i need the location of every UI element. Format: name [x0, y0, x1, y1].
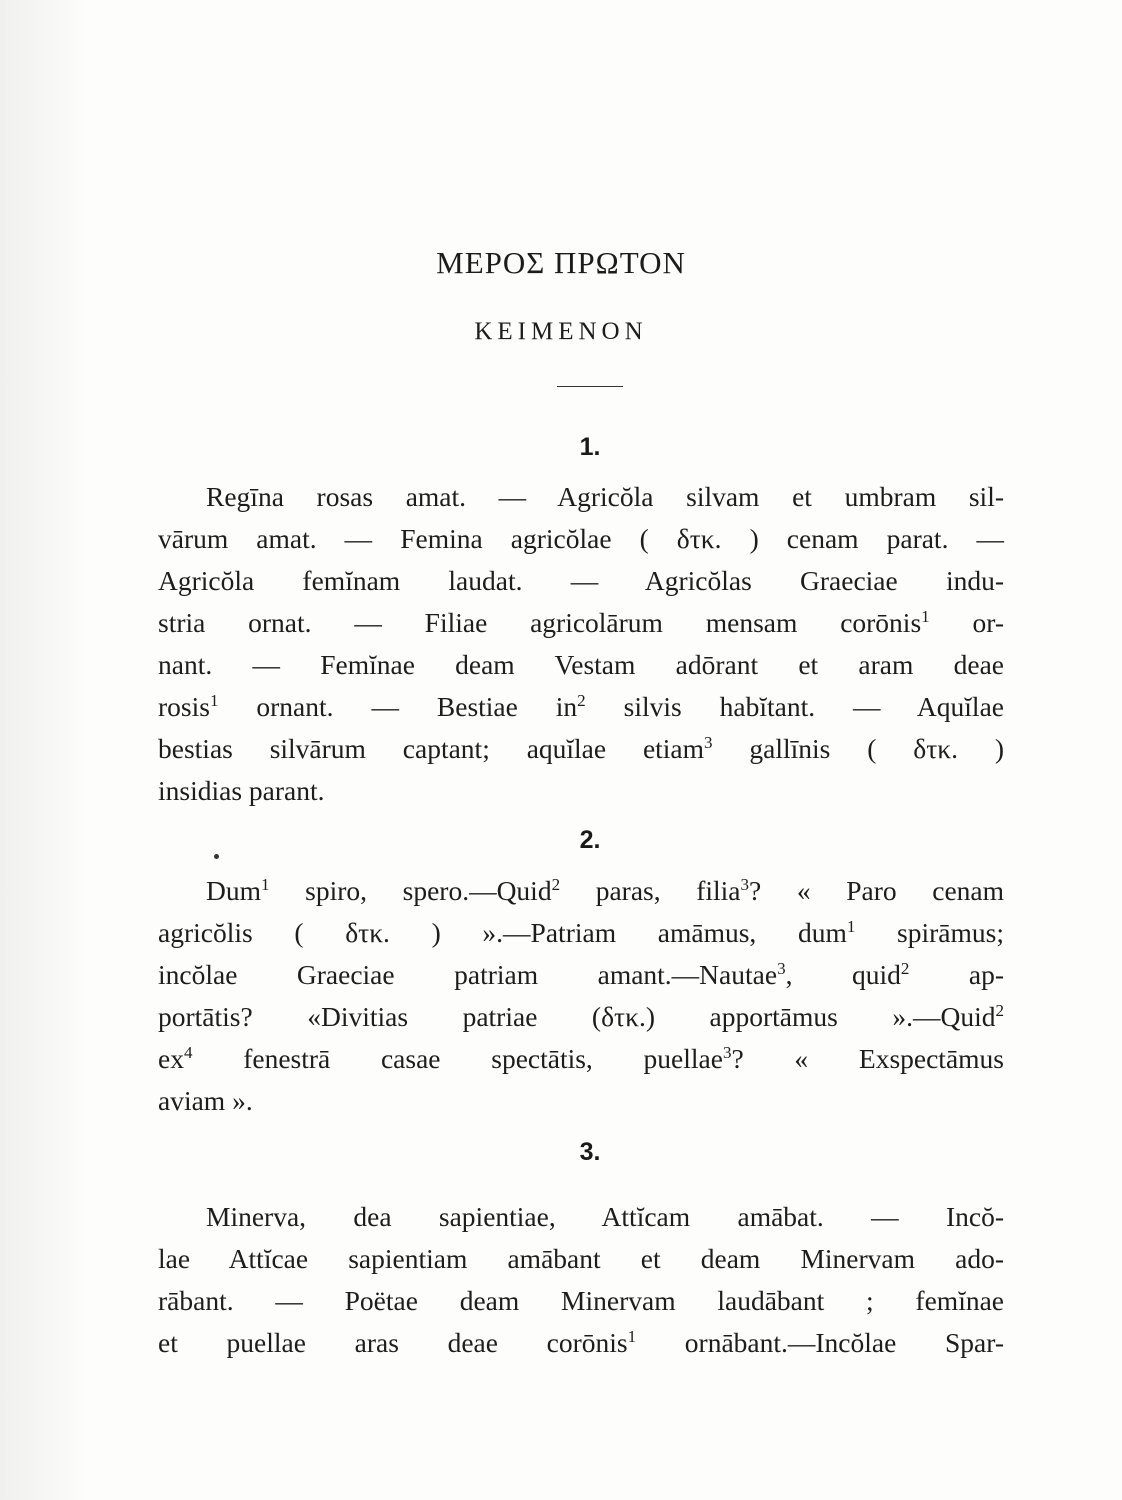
text-line: aviam ». — [158, 1085, 253, 1116]
footnote-marker: 3 — [777, 958, 786, 978]
footnote-marker: 4 — [183, 1042, 193, 1062]
text-line: agricŏlis ( δτκ. ) ».—Patriam amāmus, dum$^1$ spirāmus; — [158, 916, 1004, 948]
text-line: nant. — Femĭnae deam Vestam adōrant et aram deae — [158, 649, 1004, 680]
text-line: insidias parant. — [158, 775, 325, 806]
text-line: Dum$^1$ spiro, spero.—Quid$^2$ paras, filia$^3$? « Paro cenam — [206, 874, 1005, 906]
text-line: vārum amat. — Femina agricŏlae ( δτκ. ) cenam parat. — — [158, 523, 1004, 554]
section-number-1: 1. — [579, 433, 601, 461]
footnote-marker: 1 — [627, 1326, 637, 1346]
footnote-marker: 2 — [551, 874, 561, 894]
section-subtitle: ΚΕΙΜΕΝΟΝ — [474, 318, 648, 345]
section-number-2: 2. — [579, 826, 601, 854]
footnote-marker: 3 — [722, 1042, 732, 1062]
text-line: lae Attĭcae sapientiam amābant et deam Minervam ado- — [158, 1243, 1004, 1274]
text-line: stria ornat. — Filiae agricolārum mensam corōnis$^1$ or- — [158, 606, 1004, 638]
footnote-marker: 1 — [261, 874, 270, 894]
footnote-marker: 1 — [921, 606, 930, 626]
footnote-marker: 1 — [209, 690, 219, 710]
section-number-3: 3. — [579, 1138, 601, 1166]
footnote-marker: 3 — [740, 874, 750, 894]
text-line: rābant. — Poëtae deam Minervam laudābant ; femĭnae — [158, 1285, 1004, 1316]
footnote-marker: 2 — [995, 1000, 1004, 1020]
section-2-text — [158, 870, 1004, 1122]
footnote-marker: 3 — [704, 732, 713, 752]
footnote-marker: 1 — [846, 916, 856, 936]
section-3-text — [158, 1196, 1004, 1364]
footnote-marker: 2 — [900, 958, 910, 978]
text-line: Regīna rosas amat. — Agricŏla silvam et umbram sil- — [206, 481, 1004, 512]
text-line: portātis? «Divitias patriae (δτκ.) apportāmus ».—Quid$^2$ — [158, 1000, 1004, 1032]
page-gutter-shadow — [0, 0, 90, 1500]
section-1-text — [158, 476, 1004, 812]
text-line: rosis$^1$ ornant. — Bestiae $in^2$ silvis habĭtant. — Aquĭlae — [158, 690, 1004, 722]
text-line: bestias silvārum captant; aquĭlae etiam$^3$ gallīnis ( δτκ. ) — [158, 732, 1004, 764]
part-title: ΜΕΡΟΣ ΠΡΩΤΟΝ — [436, 245, 686, 280]
text-line: Minerva, dea sapientiae, Attĭcam amābat. — Incŏ- — [206, 1201, 1004, 1232]
title-rule-divider — [557, 386, 623, 387]
text-line: Agricŏla femĭnam laudat. — Agricŏlas Graeciae indu- — [158, 565, 1004, 596]
text-line: et puellae aras deae corōnis$^1$ ornābant.—Incŏlae Spar- — [158, 1326, 1004, 1358]
text-line: $ex^4$ fenestrā casae spectātis, puellae$^3$? « Exspectāmus — [158, 1042, 1004, 1074]
footnote-marker: 2 — [577, 690, 586, 710]
text-line: incŏlae Graeciae patriam amant.—Nautae$^3$, quid$^2$ ap- — [158, 958, 1005, 990]
